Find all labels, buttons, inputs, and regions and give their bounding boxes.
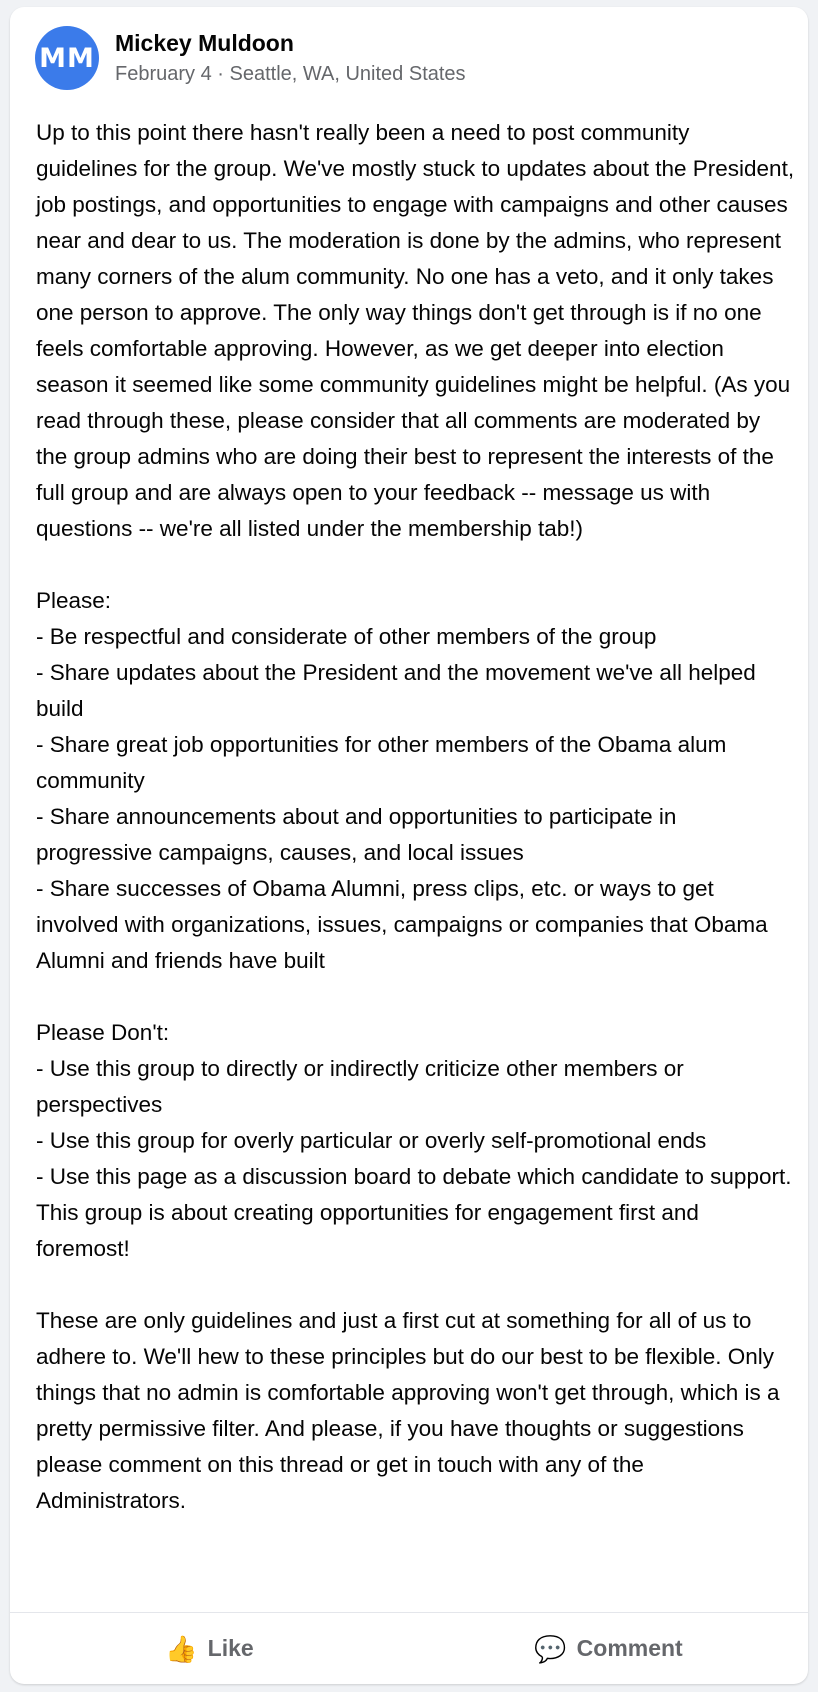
speech-bubble-icon: 💬 <box>534 1633 567 1664</box>
post-actions <box>10 1613 808 1684</box>
post-subline <box>115 60 466 88</box>
post-location: Seattle, WA, United States <box>229 63 466 85</box>
thumbs-up-icon: 👍 <box>165 1633 198 1664</box>
like-button[interactable] <box>10 1613 409 1684</box>
avatar[interactable]: MM <box>35 26 99 90</box>
post-date[interactable]: February 4 <box>115 63 212 85</box>
post-header <box>35 26 466 90</box>
post-card <box>10 7 808 1684</box>
post-body: Up to this point there hasn't really been a need to post community guidelines for the group. We've mostly stuck to updates about the President, job postings, and opportunities to engage with campaigns and other causes near and dear to us. The moderation is done by the admins, who represent many corners of the alum community. No one has a veto, and it only takes one person to approve. The only way things don't get through is if no one feels comfortable approving. However, as we get deeper into election season it seemed like some community guidelines might be helpful. (As you read through these, please consider that all comments are moderated by the group admins who are doing their best to represent the interests of the full group and are always open to your feedback -- message us with questions -- we're all listed under the membership tab!) Please: - Be respectful and considerate of other members of the group - Share updates about the President and the movement we've all helped build - Share great job opportunities for other members of the Obama alum community - Share announcements about and opportunities to participate in progressive campaigns, causes, and local issues - Share successes of Obama Alumni, press clips, etc. or ways to get involved with organizations, issues, campaigns or companies that Obama Alumni and friends have built Please Don't: - Use this group to directly or indirectly criticize other members or perspectives - Use this group for overly particular or overly self-promotional ends - Use this page as a discussion board to debate which candidate to support. This group is about creating opportunities for engagement first and foremost! These are only guidelines and just a first cut at something for all of us to adhere to. We'll hew to these principles but do our best to be flexible. Only things that no admin is comfortable approving won't get through, which is a pretty permissive filter. And please, if you have thoughts or suggestions please comment on this thread or get in touch with any of the Administrators. <box>36 120 795 1513</box>
meta-separator: · <box>217 63 224 85</box>
comment-button[interactable] <box>409 1613 808 1684</box>
comment-label: Comment <box>576 1635 683 1661</box>
author-name[interactable]: Mickey Muldoon <box>115 30 294 56</box>
post-meta <box>115 28 466 88</box>
like-label: Like <box>207 1635 254 1661</box>
